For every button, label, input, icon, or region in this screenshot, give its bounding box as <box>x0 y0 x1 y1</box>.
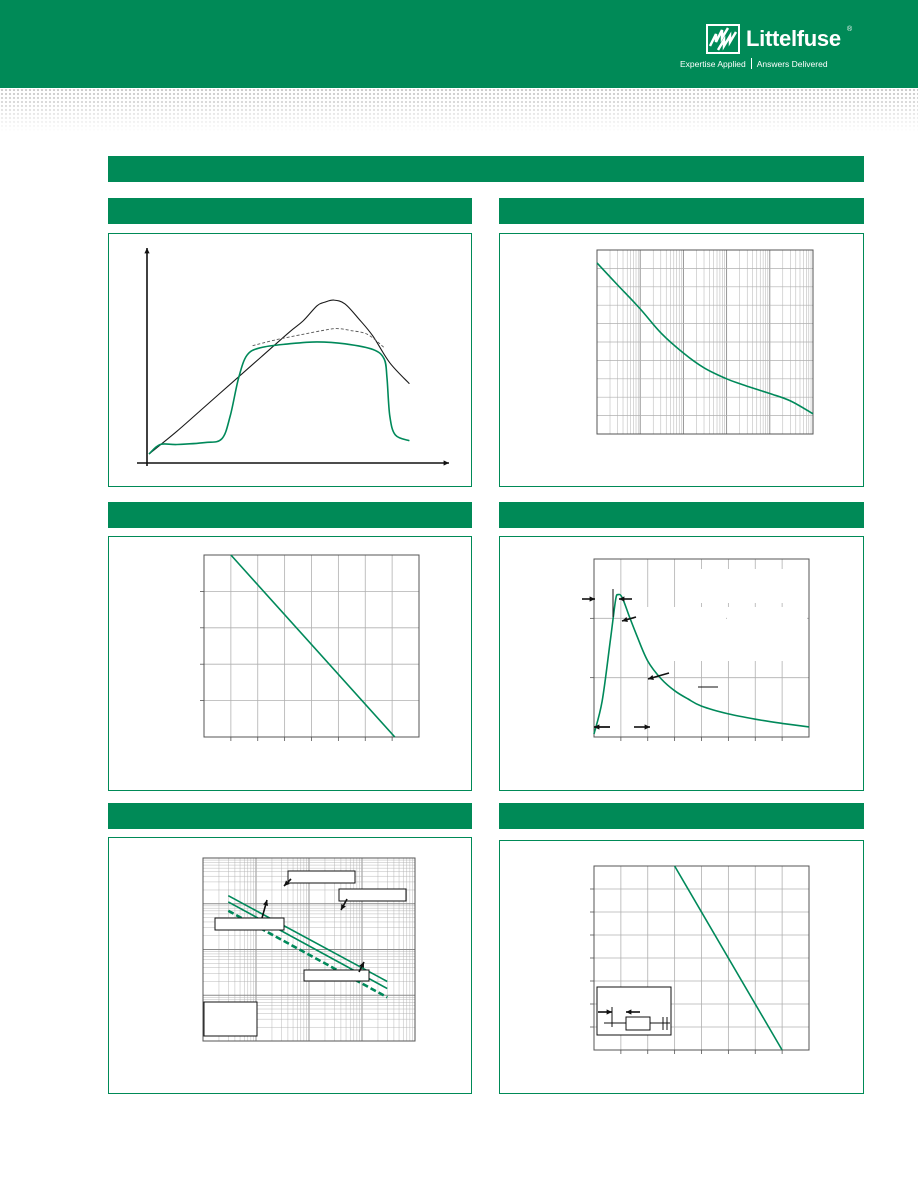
annotation-box <box>678 569 804 603</box>
legend-box <box>204 1002 257 1036</box>
chart-3-svg <box>109 537 470 789</box>
chart-panel-6 <box>499 840 864 1094</box>
chart-title-bar-3 <box>108 502 472 528</box>
chart-panel-2 <box>499 233 864 487</box>
chart-2-series-line <box>597 263 813 414</box>
callout-box <box>215 918 284 930</box>
chart-2-svg <box>500 234 862 485</box>
tagline-left: Expertise Applied <box>680 59 746 69</box>
chart-1-series-solid-black <box>149 300 409 454</box>
inset-resistor <box>626 1017 650 1030</box>
chart-5-svg <box>109 838 470 1092</box>
x-axis-arrow-head <box>444 460 449 465</box>
brand-tagline <box>680 58 828 69</box>
chart-panel-1 <box>108 233 472 487</box>
y-axis-arrow-head <box>144 248 149 253</box>
chart-5-series-0 <box>228 896 387 982</box>
brand-name: Littelfuse <box>746 26 841 51</box>
chart-6-svg <box>500 841 862 1092</box>
registered-mark: ® <box>847 26 853 33</box>
callout-box <box>339 889 406 901</box>
chart-3-series-line <box>231 555 395 737</box>
chart-1-series-solid-green <box>149 342 409 454</box>
chart-1-series-dashed-gray <box>253 329 385 348</box>
callout-box <box>288 871 355 883</box>
chart-panel-3 <box>108 536 472 791</box>
chart-title-bar-6 <box>499 803 864 829</box>
chart-title-bar-4 <box>499 502 864 528</box>
annotation-box <box>727 607 807 661</box>
chart-1-svg <box>109 234 470 485</box>
section-title-bar <box>108 156 864 182</box>
brand-logo[interactable] <box>680 22 866 72</box>
chart-title-bar-5 <box>108 803 472 829</box>
tagline-right: Answers Delivered <box>756 59 828 69</box>
chart-title-bar-1 <box>108 198 472 224</box>
littelfuse-logo-icon <box>706 24 740 54</box>
annotation-box <box>634 607 726 661</box>
chart-4-svg <box>500 537 862 789</box>
chart-panel-4 <box>499 536 864 791</box>
chart-title-bar-2 <box>499 198 864 224</box>
time-arrow-right-head <box>645 724 650 729</box>
chart-panel-5 <box>108 837 472 1094</box>
